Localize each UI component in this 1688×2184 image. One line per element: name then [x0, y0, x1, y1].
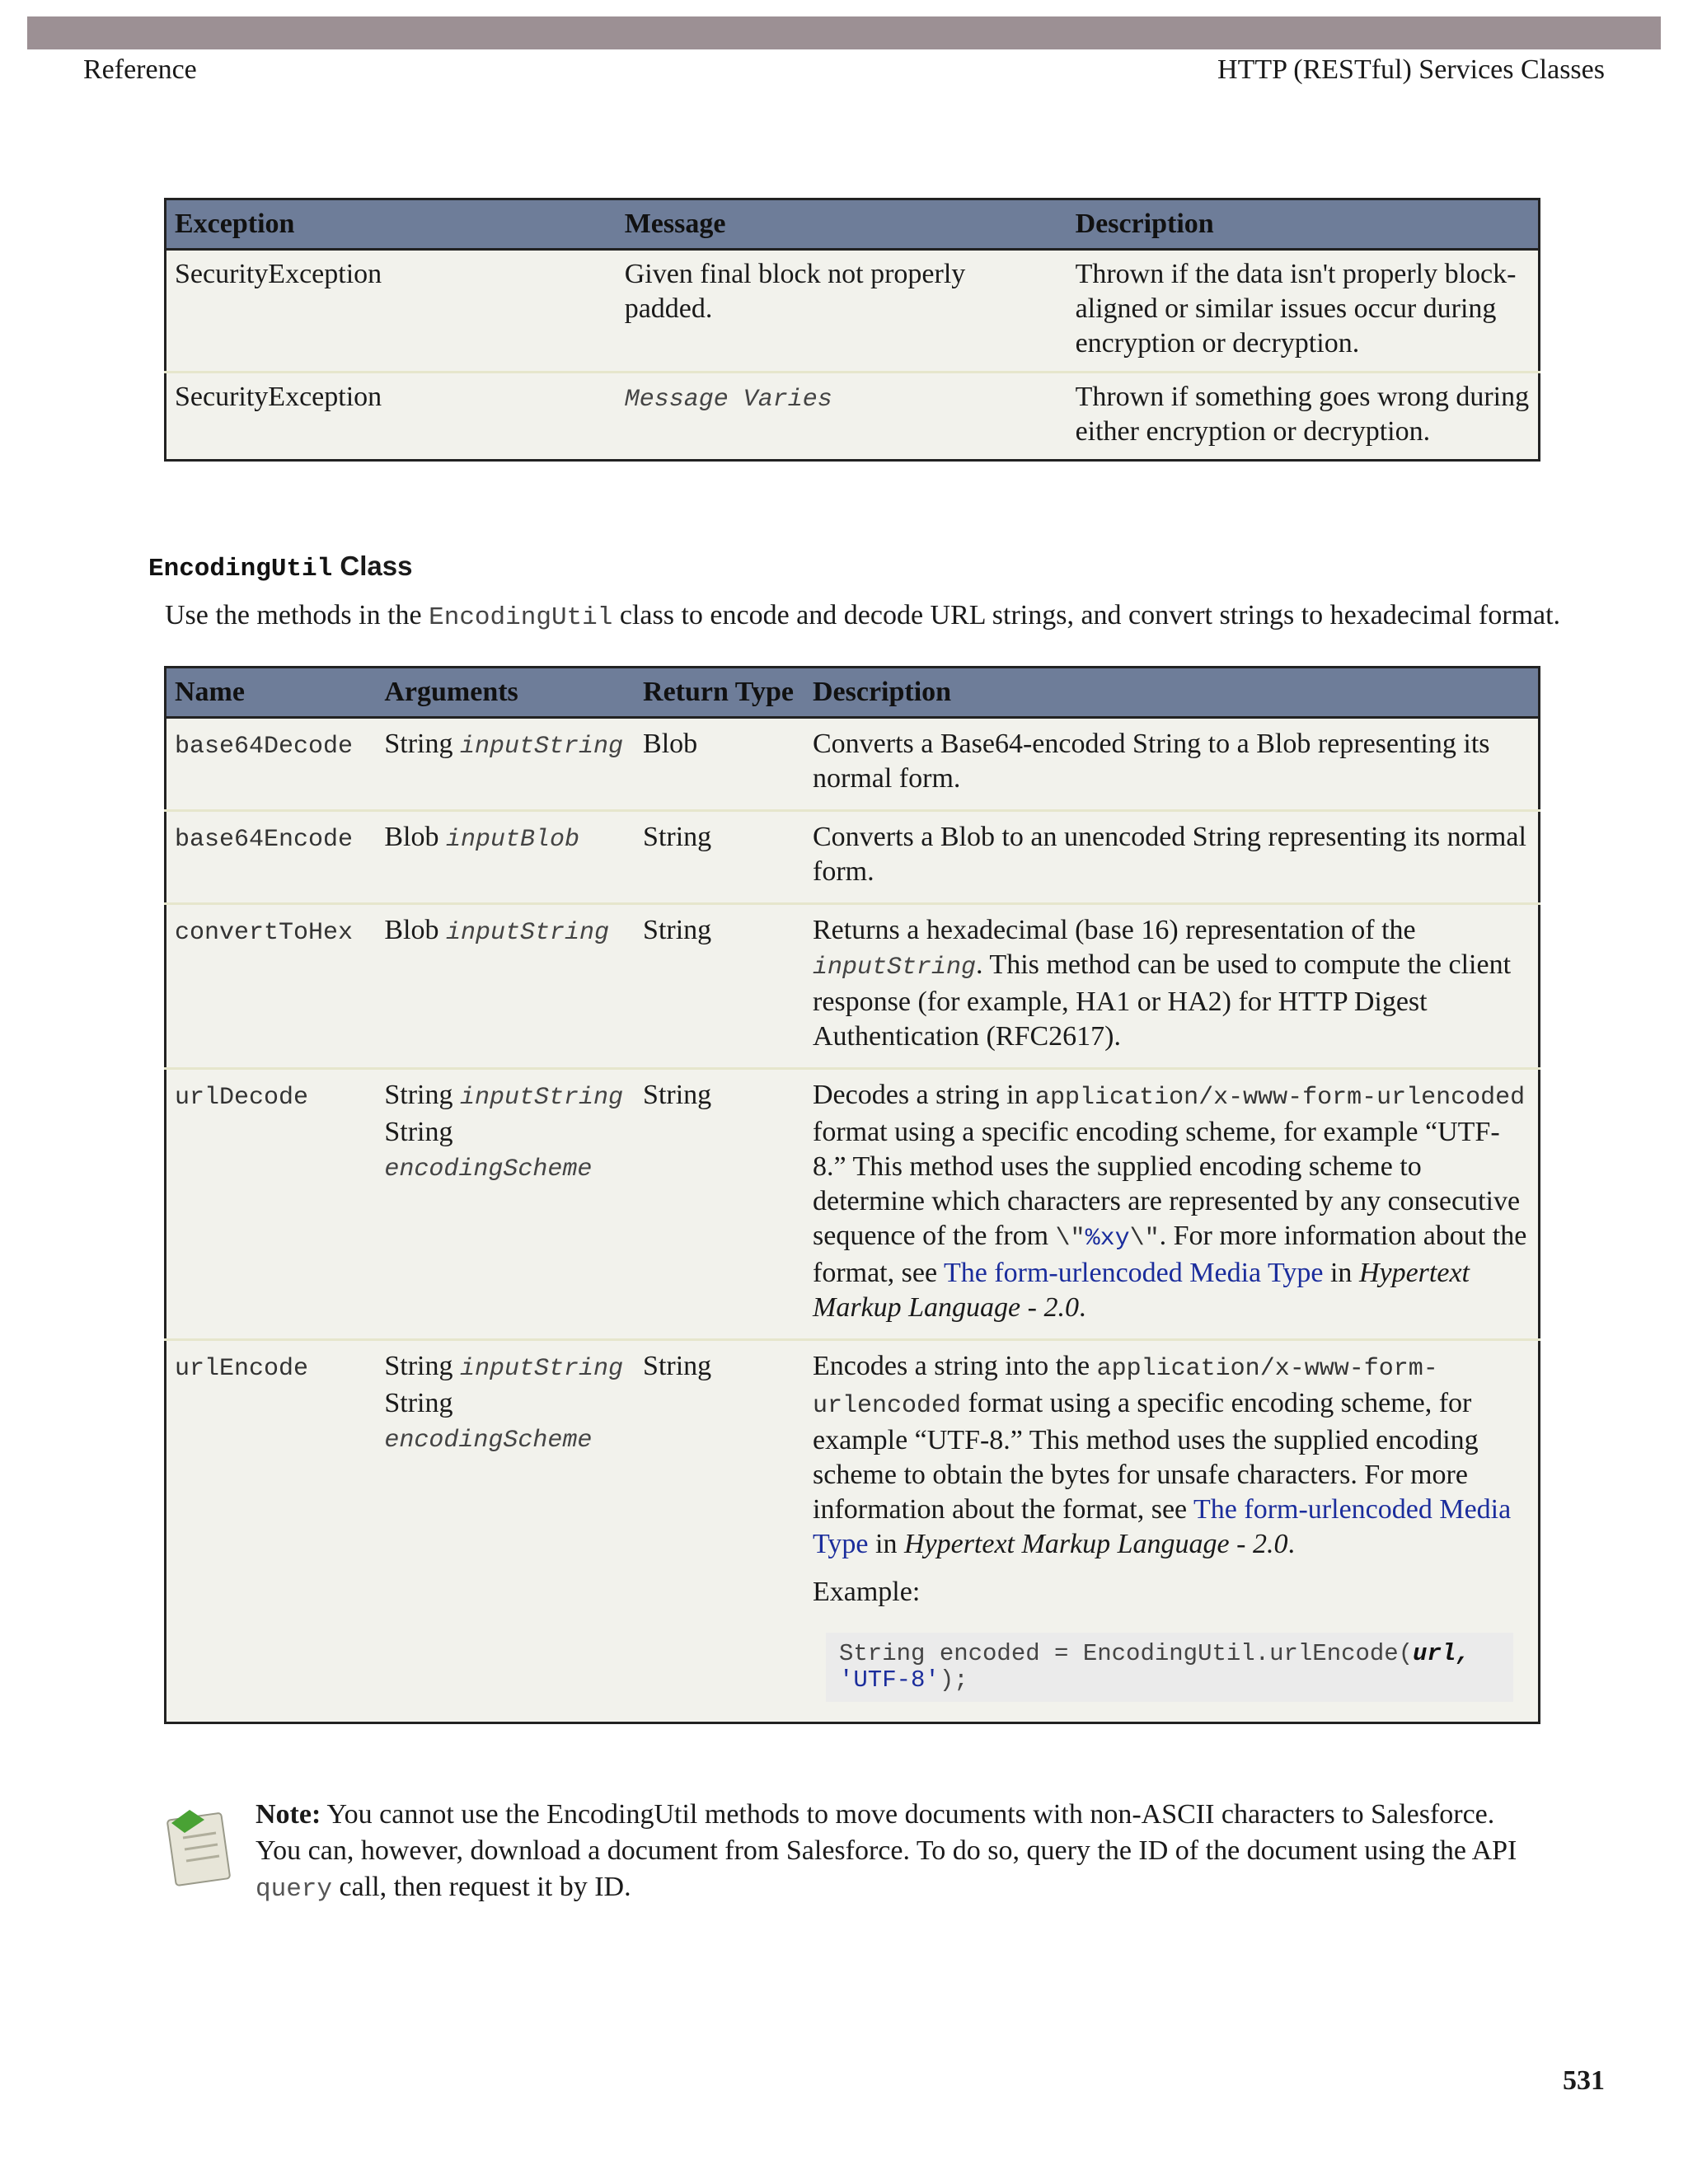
method-description	[804, 904, 1540, 1069]
desc-code: inputString	[813, 954, 977, 982]
media-type-link[interactable]: The form-urlencoded Media Type	[943, 1258, 1324, 1288]
arg-type: String	[384, 1351, 453, 1381]
method-arguments	[376, 904, 635, 1069]
arg-name: encodingScheme	[384, 1427, 593, 1455]
exception-message	[617, 373, 1067, 461]
method-arguments	[376, 811, 635, 904]
method-name	[166, 904, 377, 1069]
desc-italic: Hypertext Markup Language - 2.0	[813, 1258, 1470, 1323]
method-name-code: base64Encode	[175, 826, 354, 854]
method-arguments	[376, 1340, 635, 1723]
methods-table	[164, 666, 1540, 1724]
arg-name: inputString	[445, 919, 610, 947]
note-text	[256, 1797, 1541, 1908]
arg-type: Blob	[384, 915, 439, 945]
code-text: String encoded = EncodingUtil.urlEncode(	[839, 1640, 1414, 1667]
section-title	[148, 551, 412, 583]
example-label: Example:	[813, 1577, 921, 1607]
media-type-link[interactable]: The form-urlencoded Media Type	[813, 1494, 1512, 1559]
intro-text-after: class to encode and decode URL strings, and convert strings to hexadecimal format.	[612, 600, 1561, 630]
desc-code: application/x-www-form-urlencoded	[813, 1355, 1438, 1420]
arg-name: inputString	[459, 1084, 624, 1112]
section-intro	[165, 600, 1560, 632]
intro-code: EncodingUtil	[429, 603, 613, 632]
top-banner-bar	[27, 16, 1661, 49]
table-row	[166, 373, 1540, 461]
exception-description: Thrown if something goes wrong during either encryption or decryption.	[1067, 373, 1540, 461]
method-name-code: urlEncode	[175, 1355, 309, 1383]
desc-text: Encodes a string into the	[813, 1351, 1097, 1381]
table-row	[166, 250, 1540, 373]
table-header-row	[166, 668, 1540, 718]
code-arg: url,	[1413, 1640, 1470, 1667]
method-return-type: String	[635, 1340, 804, 1723]
exception-message-code: Message Varies	[624, 386, 832, 414]
method-name-code: base64Decode	[175, 733, 354, 761]
table-row	[166, 1340, 1540, 1723]
method-name	[166, 718, 377, 811]
desc-text: format using a specific encoding scheme, for example “UTF-8.” This method uses the supplied encoding scheme to obtain the bytes for unsafe characters. For more information about the format, see	[813, 1388, 1479, 1525]
arg-name: inputString	[459, 733, 624, 761]
arg-type: String	[384, 729, 453, 759]
desc-code: application/x-www-form-urlencoded	[1035, 1084, 1526, 1112]
desc-text: . For more information about the format, see	[813, 1221, 1527, 1288]
exception-description: Thrown if the data isn't properly block-aligned or similar issues occur during encryption or decryption.	[1067, 250, 1540, 373]
exceptions-table	[164, 198, 1540, 462]
method-name	[166, 1069, 377, 1340]
table-row	[166, 718, 1540, 811]
table-row	[166, 1069, 1540, 1340]
code-text: );	[939, 1666, 968, 1694]
method-return-type: String	[635, 1069, 804, 1340]
column-header: Exception	[166, 199, 617, 250]
method-name	[166, 1340, 377, 1723]
method-arguments	[376, 718, 635, 811]
method-description: Converts a Base64-encoded String to a Blob representing its normal form.	[804, 718, 1540, 811]
method-name-code: convertToHex	[175, 919, 354, 947]
table-row	[166, 904, 1540, 1069]
note-body: call, then request it by ID.	[332, 1872, 631, 1902]
code-string: 'UTF-8'	[839, 1666, 940, 1694]
desc-text: Decodes a string in	[813, 1080, 1036, 1110]
desc-text: . This method can be used to compute the client response (for example, HA1 or HA2) for HTTP Digest Authentication (RFC2617).	[813, 949, 1512, 1052]
method-description	[804, 1069, 1540, 1340]
method-return-type: String	[635, 811, 804, 904]
column-header: Arguments	[376, 668, 635, 718]
note-label: Note:	[256, 1799, 321, 1830]
desc-text: .	[1078, 1292, 1086, 1323]
method-return-type: Blob	[635, 718, 804, 811]
desc-code: \"	[1129, 1225, 1160, 1253]
column-header: Message	[617, 199, 1067, 250]
desc-code-string: %xy	[1085, 1225, 1130, 1253]
column-header: Name	[166, 668, 377, 718]
arg-name: inputString	[459, 1355, 624, 1383]
running-header-right: HTTP (RESTful) Services Classes	[1217, 54, 1605, 85]
intro-text-before: Use the methods in the	[165, 600, 429, 630]
method-name-code: urlDecode	[175, 1084, 309, 1112]
desc-code: \"	[1055, 1225, 1085, 1253]
note-body: You cannot use the EncodingUtil methods to move documents with non-ASCII characters to Salesforce. You can, however, download a document from Salesforce. To do so, query the ID of the document using the API	[256, 1799, 1517, 1866]
section-title-word: Class	[340, 551, 413, 581]
arg-type: Blob	[384, 822, 439, 852]
note-icon	[165, 1805, 236, 1887]
arg-type: String	[384, 1117, 453, 1147]
method-return-type: String	[635, 904, 804, 1069]
exception-name: SecurityException	[166, 373, 617, 461]
note-code: query	[256, 1875, 333, 1904]
desc-text: .	[1287, 1529, 1295, 1559]
desc-italic: Hypertext Markup Language - 2.0	[903, 1529, 1288, 1559]
method-description: Converts a Blob to an unencoded String representing its normal form.	[804, 811, 1540, 904]
arg-type: String	[384, 1080, 453, 1110]
exception-name: SecurityException	[166, 250, 617, 373]
desc-text: in	[1323, 1258, 1359, 1288]
arg-type: String	[384, 1388, 453, 1418]
method-name	[166, 811, 377, 904]
exception-message: Given final block not properly padded.	[617, 250, 1067, 373]
desc-text: in	[868, 1529, 904, 1559]
desc-text: Returns a hexadecimal (base 16) representation of the	[813, 915, 1416, 945]
table-header-row	[166, 199, 1540, 250]
column-header: Description	[1067, 199, 1540, 250]
page-number: 531	[1563, 2065, 1605, 2096]
code-example	[826, 1633, 1513, 1702]
table-row	[166, 811, 1540, 904]
running-header-left: Reference	[83, 54, 197, 85]
column-header: Description	[804, 668, 1540, 718]
arg-name: encodingScheme	[384, 1155, 593, 1183]
section-title-code: EncodingUtil	[148, 555, 333, 583]
method-arguments	[376, 1069, 635, 1340]
method-description	[804, 1340, 1540, 1723]
arg-name: inputBlob	[445, 826, 580, 854]
column-header: Return Type	[635, 668, 804, 718]
desc-text: format using a specific encoding scheme, for example “UTF-8.” This method uses the supplied encoding scheme to determine which characters are represented by any consecutive sequence of the from	[813, 1117, 1521, 1251]
